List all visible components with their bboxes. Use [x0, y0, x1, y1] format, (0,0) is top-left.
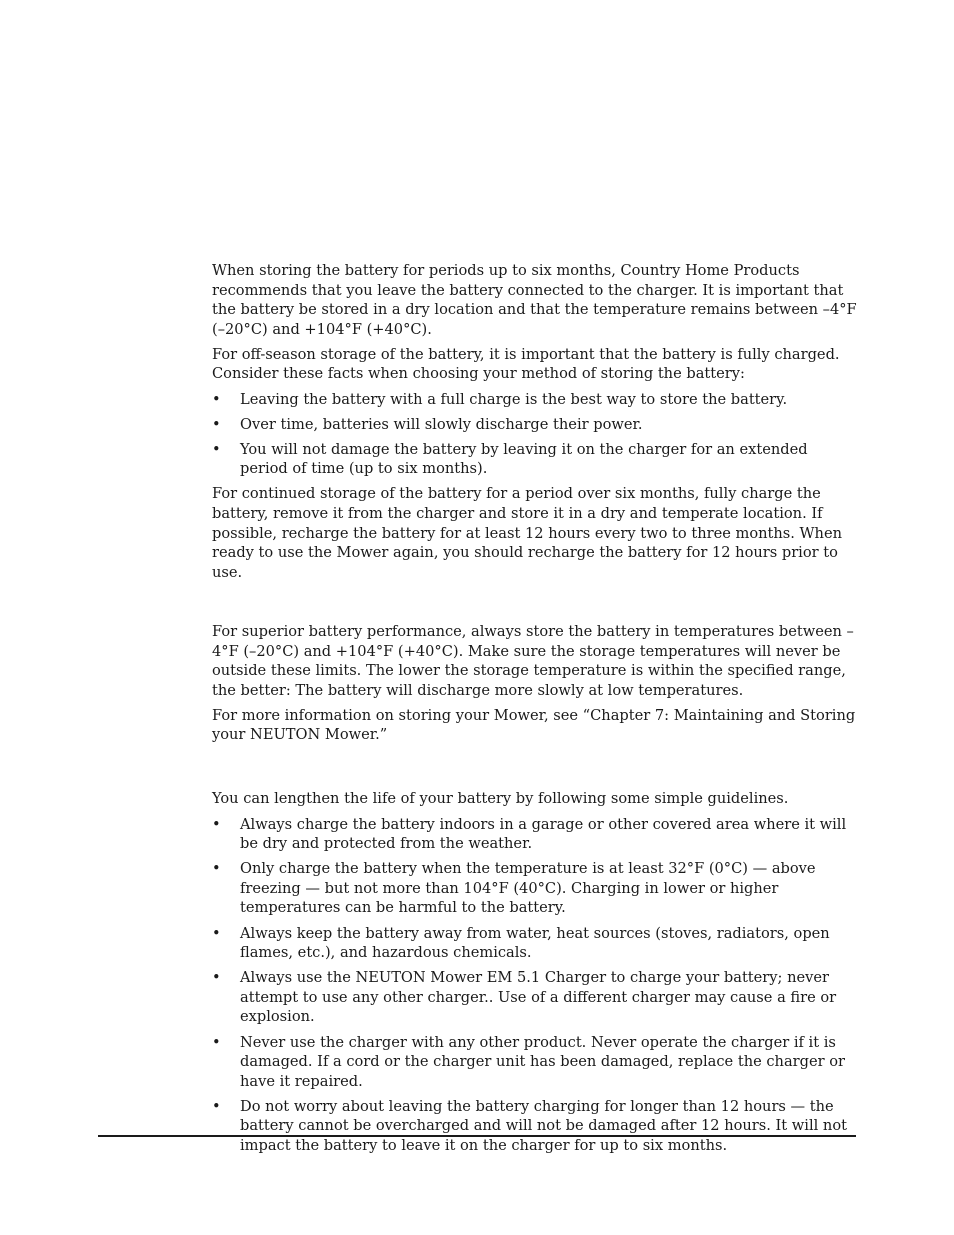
temperature-paragraph-1: For superior battery performance, always store the battery in temperatures between –4°F (–20°C) and +104°F (+40°C). Make sure the storage temperatures will never be outside these limits. The lower the storage temperature is within the specified range, the better: The battery will discharge more slowly at low temperatures.: [212, 622, 854, 699]
bullet-glyph: •: [212, 1033, 221, 1051]
storage-paragraph-2: For off-season storage of the battery, it is important that the battery is fully charged. Consider these facts when choosing your method of storing the battery:: [212, 345, 840, 383]
list-item: • Leaving the battery with a full charge is the best way to store the battery.: [212, 390, 788, 408]
bullet-glyph: •: [212, 390, 221, 408]
storage-paragraph-3: For continued storage of the battery for a period over six months, fully charge the battery, remove it from the charger and store it in a dry and temperate location. If possible, recharge the battery for at least 12 hours every two to three months. When ready to use the Mower again, you should recharge the battery for 12 hours prior to use.: [212, 485, 842, 581]
list-item: • Only charge the battery when the temperature is at least 32°F (0°C) — above freezing — but not more than 104°F (40°C). Charging in lower or higher temperatures can be harmful to the battery.: [212, 860, 816, 917]
list-item: • You will not damage the battery by leaving it on the charger for an extended period of time (up to six months).: [212, 440, 808, 478]
list-item: • Over time, batteries will slowly discharge their power.: [212, 415, 643, 433]
list-item: • Always use the NEUTON Mower EM 5.1 Charger to charge your battery; never attempt to use any other charger.. Use of a different charger may cause a fire or explosion.: [212, 969, 837, 1026]
bullet-glyph: •: [212, 415, 221, 433]
list-item: • Always keep the battery away from water, heat sources (stoves, radiators, open flames, etc.), and hazardous chemicals.: [212, 924, 830, 962]
battery-life-intro: You can lengthen the life of your battery by following some simple guidelines.: [212, 790, 789, 808]
bullet-glyph: •: [212, 969, 221, 987]
storage-paragraph-1: When storing the battery for periods up to six months, Country Home Products recommends that you leave the battery connected to the charger. It is important that the battery be stored in a dry location and that the temperature remains between –4°F (–20°C) and +104°F (+40°C).: [212, 262, 857, 338]
bullet-glyph: •: [212, 924, 221, 942]
page-content: [212, 261, 858, 1161]
bullet-glyph: •: [212, 1097, 221, 1115]
list-item: • Do not worry about leaving the battery charging for longer than 12 hours — the battery cannot be overcharged and will not be damaged after 12 hours. It will not impact the battery to leave it on the charger for up to six months.: [212, 1097, 847, 1154]
section-spacer: [212, 588, 858, 622]
list-item: • Never use the charger with any other product. Never operate the charger if it is damaged. If a cord or the charger unit has been damaged, replace the charger or have it repaired.: [212, 1033, 845, 1090]
bullet-glyph: •: [212, 815, 221, 833]
bullet-glyph: •: [212, 440, 221, 458]
temperature-paragraph-2: For more information on storing your Mower, see “Chapter 7: Maintaining and Storing your NEUTON Mower.”: [212, 706, 856, 744]
footer-rule: [98, 1135, 856, 1137]
section-spacer: [212, 750, 858, 789]
list-item: • Always charge the battery indoors in a garage or other covered area where it will be dry and protected from the weather.: [212, 815, 847, 853]
bullet-glyph: •: [212, 860, 221, 878]
